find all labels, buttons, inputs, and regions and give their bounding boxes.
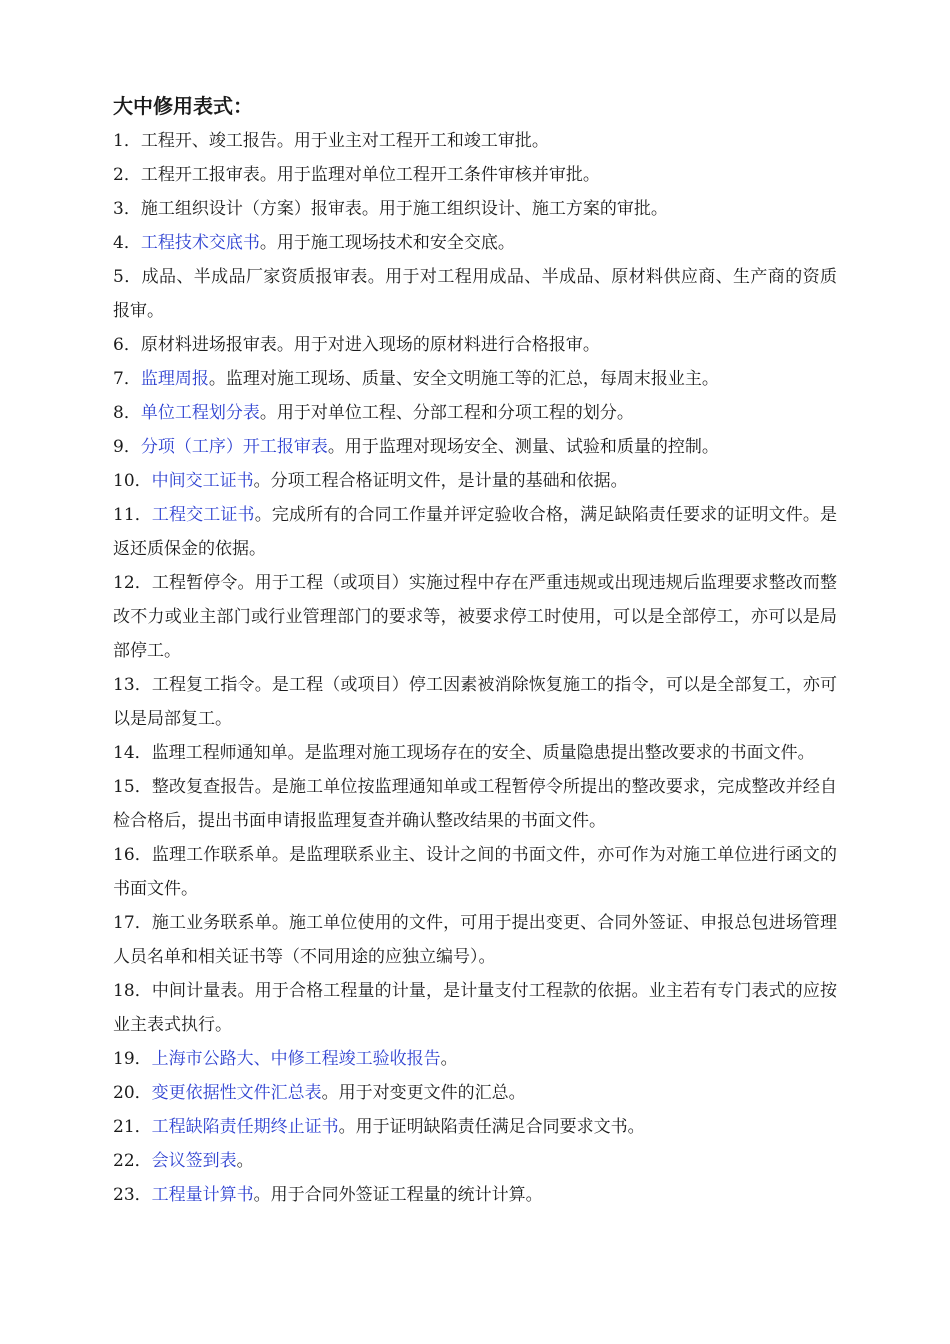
item-text: 。	[440, 1049, 458, 1069]
list-item	[113, 566, 837, 668]
item-text: 。用于证明缺陷责任满足合同要求文书。	[338, 1117, 645, 1137]
item-text: 。用于施工现场技术和安全交底。	[259, 233, 515, 253]
item-text: 施工业务联系单。施工单位使用的文件，可用于提出变更、合同外签证、申报总包进场管理人员名单和相关证书等（不同用途的应独立编号）。	[113, 913, 838, 967]
item-text: 工程复工指令。是工程（或项目）停工因素被消除恢复施工的指令，可以是全部复工，亦可以是局部复工。	[113, 675, 838, 729]
item-text: 成品、半成品厂家资质报审表。用于对工程用成品、半成品、原材料供应商、生产商的资质报审。	[113, 267, 837, 321]
item-text: 原材料进场报审表。用于对进入现场的原材料进行合格报审。	[140, 335, 600, 355]
list-item	[113, 124, 837, 158]
item-number: 5．	[113, 267, 142, 287]
item-list	[113, 124, 837, 1212]
list-item	[113, 260, 837, 328]
item-link[interactable]: 变更依据性文件汇总表	[151, 1083, 322, 1103]
item-text: 监理工作联系单。是监理联系业主、设计之间的书面文件，亦可作为对施工单位进行函文的书面文件。	[113, 845, 838, 899]
item-number: 21．	[113, 1117, 152, 1137]
list-item	[113, 158, 837, 192]
item-text: 。完成所有的合同工作量并评定验收合格，满足缺陷责任要求的证明文件。是返还质保金的依据。	[113, 505, 838, 559]
item-link[interactable]: 工程交工证书	[151, 505, 255, 525]
item-text: 施工组织设计（方案）报审表。用于施工组织设计、施工方案的审批。	[140, 199, 668, 219]
item-link[interactable]: 中间交工证书	[151, 471, 254, 491]
item-number: 20．	[113, 1083, 152, 1103]
item-link[interactable]: 上海市公路大、中修工程竣工验收报告	[151, 1049, 441, 1069]
item-text: 。	[236, 1151, 254, 1171]
item-text: 。分项工程合格证明文件，是计量的基础和依据。	[253, 471, 628, 491]
item-text: 工程开工报审表。用于监理对单位工程开工条件审核并审批。	[140, 165, 600, 185]
list-item	[113, 430, 837, 464]
item-number: 16．	[113, 845, 152, 865]
list-item	[113, 1042, 837, 1076]
item-number: 4．	[113, 233, 141, 253]
list-item	[113, 226, 837, 260]
item-text: 。用于对单位工程、分部工程和分项工程的划分。	[259, 403, 634, 423]
list-item	[113, 498, 837, 566]
item-link[interactable]: 工程量计算书	[151, 1185, 254, 1205]
item-number: 23．	[113, 1185, 152, 1205]
item-number: 13．	[113, 675, 152, 695]
list-item	[113, 464, 837, 498]
item-number: 18．	[113, 981, 152, 1001]
item-text: 。监理对施工现场、质量、安全文明施工等的汇总，每周末报业主。	[208, 369, 719, 389]
item-number: 19．	[113, 1049, 152, 1069]
list-item	[113, 1178, 837, 1212]
item-text: 监理工程师通知单。是监理对施工现场存在的安全、质量隐患提出整改要求的书面文件。	[151, 743, 815, 763]
list-item	[113, 838, 837, 906]
item-link[interactable]: 会议签到表	[151, 1151, 237, 1171]
item-link[interactable]: 单位工程划分表	[140, 403, 260, 423]
list-item	[113, 668, 837, 736]
list-item	[113, 362, 837, 396]
document-page	[113, 90, 837, 1212]
list-item	[113, 770, 837, 838]
item-number: 15．	[113, 777, 152, 797]
item-number: 17．	[113, 913, 152, 933]
item-link[interactable]: 分项（工序）开工报审表	[140, 437, 328, 457]
item-number: 8．	[113, 403, 141, 423]
item-text: 。用于监理对现场安全、测量、试验和质量的控制。	[327, 437, 719, 457]
item-text: 。用于合同外签证工程量的统计计算。	[253, 1185, 543, 1205]
item-number: 12．	[113, 573, 152, 593]
list-item	[113, 1110, 837, 1144]
item-number: 1．	[113, 131, 141, 151]
item-number: 2．	[113, 165, 141, 185]
item-text: 工程暂停令。用于工程（或项目）实施过程中存在严重违规或出现违规后监理要求整改而整改不力或业主部门或行业管理部门的要求等，被要求停工时使用，可以是全部停工，亦可以是局部停工。	[113, 573, 838, 661]
item-text: 中间计量表。用于合格工程量的计量，是计量支付工程款的依据。业主若有专门表式的应按业主表式执行。	[113, 981, 838, 1035]
list-item	[113, 328, 837, 362]
item-link[interactable]: 工程缺陷责任期终止证书	[151, 1117, 339, 1137]
page-title: 大中修用表式：	[113, 94, 253, 118]
item-number: 9．	[113, 437, 141, 457]
item-text: 工程开、竣工报告。用于业主对工程开工和竣工审批。	[140, 131, 549, 151]
item-text: 整改复查报告。是施工单位按监理通知单或工程暂停令所提出的整改要求，完成整改并经自检合格后，提出书面申请报监理复查并确认整改结果的书面文件。	[113, 777, 838, 831]
item-number: 3．	[113, 199, 141, 219]
list-item	[113, 974, 837, 1042]
item-number: 7．	[113, 369, 141, 389]
item-link[interactable]: 监理周报	[140, 369, 209, 389]
list-item	[113, 396, 837, 430]
item-number: 14．	[113, 743, 152, 763]
list-item	[113, 906, 837, 974]
item-link[interactable]: 工程技术交底书	[140, 233, 260, 253]
item-number: 11．	[113, 505, 152, 525]
list-item	[113, 1076, 837, 1110]
item-text: 。用于对变更文件的汇总。	[321, 1083, 526, 1103]
item-number: 10．	[113, 471, 152, 491]
item-number: 6．	[113, 335, 141, 355]
list-item	[113, 192, 837, 226]
list-item	[113, 1144, 837, 1178]
item-number: 22．	[113, 1151, 152, 1171]
list-item	[113, 736, 837, 770]
